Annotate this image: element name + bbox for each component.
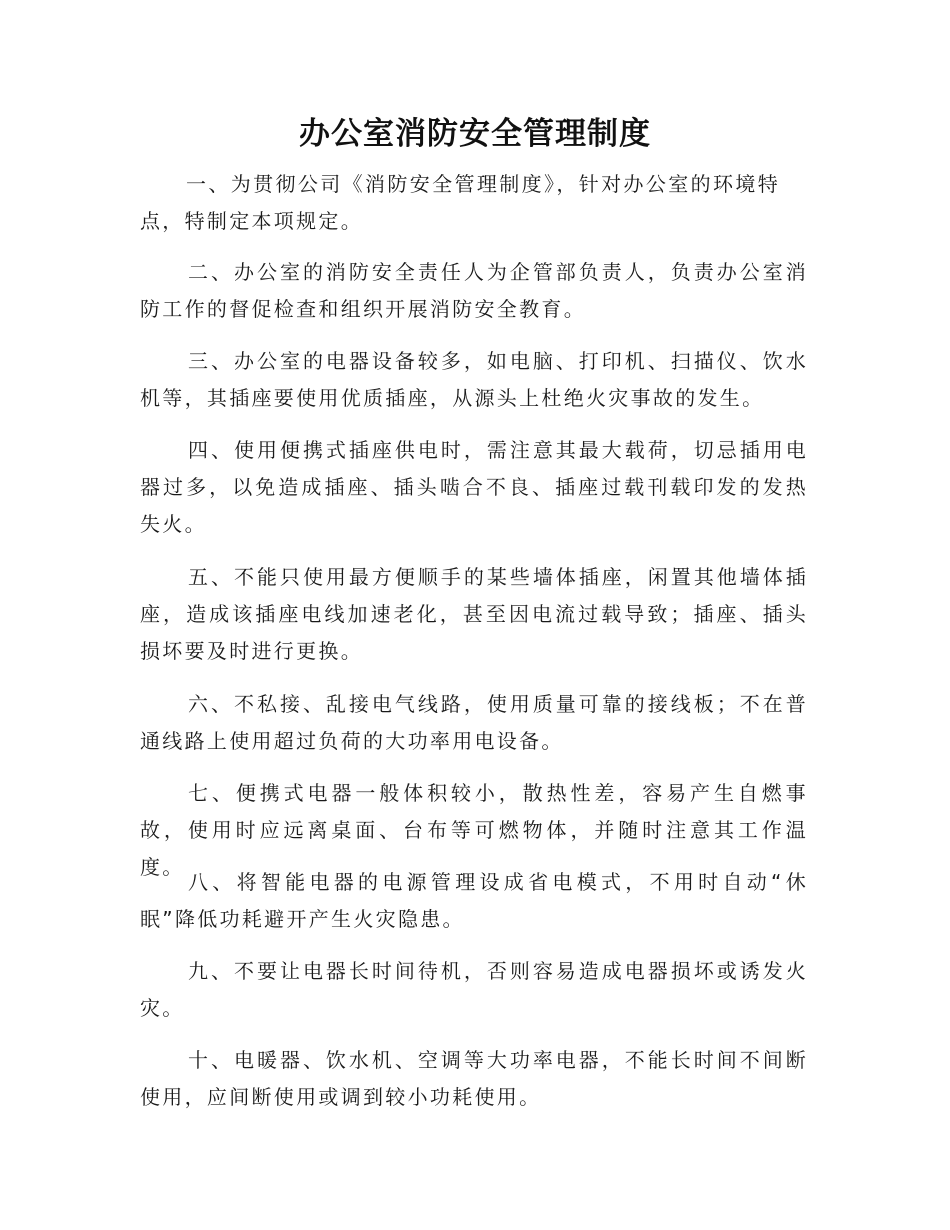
paragraph-5: 五、不能只使用最方便顺手的某些墙体插座，闲置其他墙体插座，造成该插座电线加速老化，甚至因电流过载导致；插座、插头损坏要及时进行更换。 — [140, 565, 808, 663]
paragraph-6: 六、不私接、乱接电气线路，使用质量可靠的接线板；不在普通线路上使用超过负荷的大功率用电设备。 — [140, 692, 808, 753]
paragraph-8: 八、将智能电器的电源管理设成省电模式，不用时自动“休眠”降低功耗避开产生火灾隐患。 — [140, 870, 808, 931]
document-title: 办公室消防安全管理制度 — [299, 116, 651, 152]
paragraph-1: 一、为贯彻公司《消防安全管理制度》，针对办公室的环境特点，特制定本项规定。 — [140, 172, 780, 233]
paragraph-2: 二、办公室的消防安全责任人为企管部负责人，负责办公室消防工作的督促检查和组织开展消防安全教育。 — [140, 260, 808, 321]
paragraph-10: 十、电暖器、饮水机、空调等大功率电器，不能长时间不间断使用，应间断使用或调到较小功耗使用。 — [140, 1048, 808, 1109]
paragraph-9: 九、不要让电器长时间待机，否则容易造成电器损坏或诱发火灾。 — [140, 959, 808, 1020]
paragraph-7: 七、便携式电器一般体积较小，散热性差，容易产生自燃事故，使用时应远离桌面、台布等可燃物体，并随时注意其工作温度。 — [140, 781, 808, 879]
paragraph-3: 三、办公室的电器设备较多，如电脑、打印机、扫描仪、饮水机等，其插座要使用优质插座，从源头上杜绝火灾事故的发生。 — [140, 349, 808, 410]
paragraph-4: 四、使用便携式插座供电时，需注意其最大载荷，切忌插用电器过多，以免造成插座、插头啮合不良、插座过载刊载印发的发热失火。 — [140, 438, 808, 536]
